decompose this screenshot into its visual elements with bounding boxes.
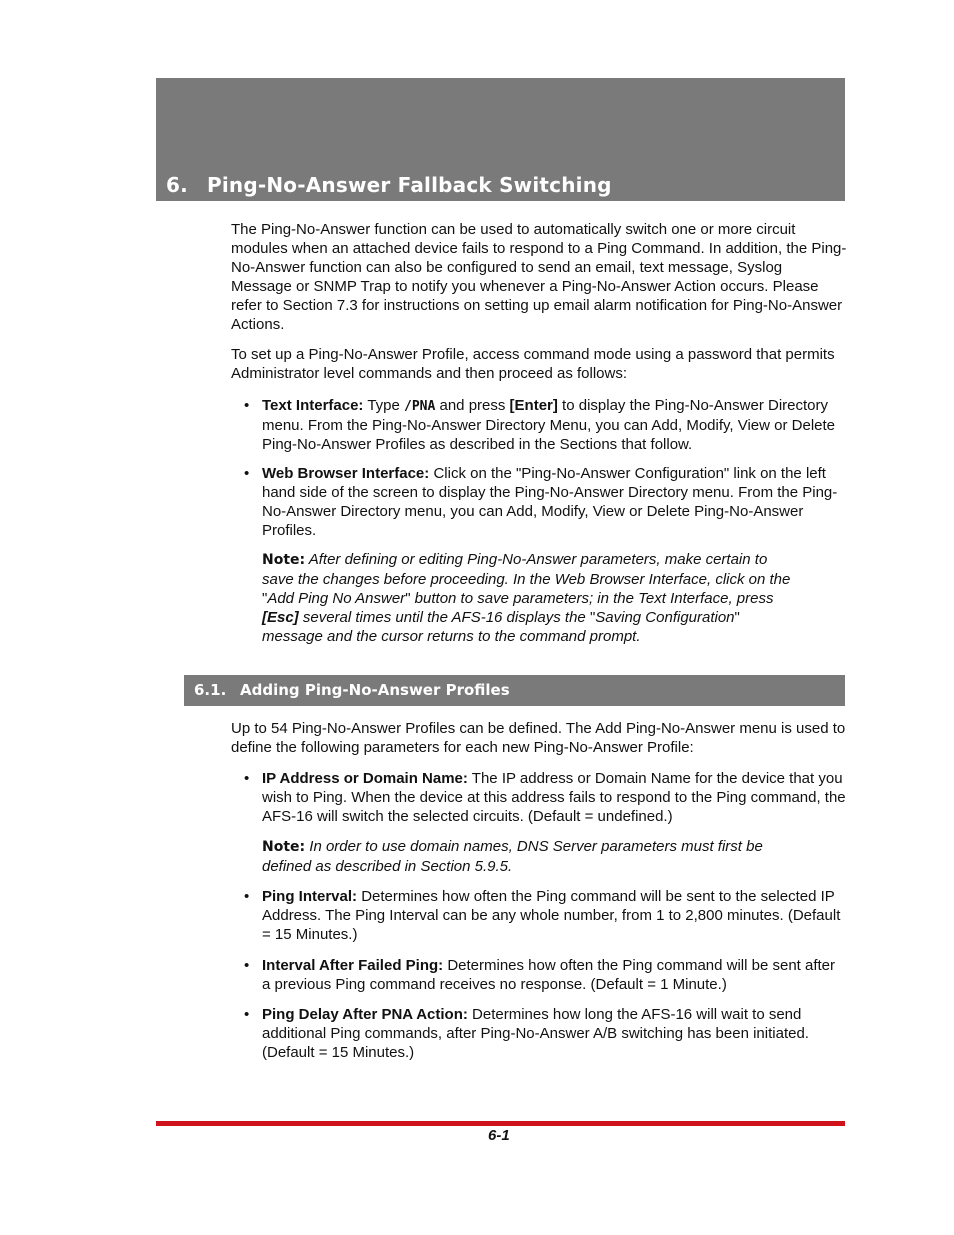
note-domain-names: Note: In order to use domain names, DNS Server parameters must first be defined as described in Section 5.9.5.	[262, 838, 763, 875]
note-label: Note:	[262, 552, 306, 568]
bullet-label: Ping Interval:	[262, 888, 358, 905]
page-number: 6-1	[488, 1127, 510, 1144]
enter-key: [Enter]	[509, 397, 558, 414]
chapter-header	[156, 78, 845, 201]
intro-paragraph-1: The Ping-No-Answer function can be used to automatically switch one or more circuit modules when an attached device fails to respond to a Ping Command. In addition, the Ping-No-Answer function can also be configured to send an email, text message, Syslog Message or SNMP Trap to notify you whenever a Ping-No-Answer Action occurs. Please refer to Section 7.3 for instructions on setting up email alarm notification for Ping-No-Answer Actions.	[231, 221, 847, 333]
section-title	[194, 681, 510, 699]
bullet-marker: •	[244, 465, 250, 482]
note-label: Note:	[262, 839, 306, 855]
bullet-ping-interval: Ping Interval: Determines how often the Ping command will be sent to the selected IP Address. The Ping Interval can be any whole number, from 1 to 2,800 minutes. (Default = 15 Minutes.)	[262, 888, 841, 943]
bullet-label: Interval After Failed Ping:	[262, 957, 444, 974]
chapter-title-text: Ping-No-Answer Fallback Switching	[207, 173, 612, 197]
bullet-marker: •	[244, 888, 250, 905]
section-title-text: Adding Ping-No-Answer Profiles	[240, 681, 510, 699]
bullet-text-interface: Text Interface: Type /PNA and press [Enter] to display the Ping-No-Answer Directory menu. From the Ping-No-Answer Directory Menu, you can Add, Modify, View or Delete Ping-No-Answer Profiles as described in the Sections that follow.	[262, 397, 836, 453]
bullet-label: Ping Delay After PNA Action:	[262, 1006, 468, 1023]
bullet-label: IP Address or Domain Name:	[262, 770, 468, 787]
bullet-label: Web Browser Interface:	[262, 465, 430, 482]
note-save-changes: Note: After defining or editing Ping-No-Answer parameters, make certain to save the changes before proceeding. In the Web Browser Interface, click on the "Add Ping No Answer" button to save parameters; in the Text Interface, press [Esc] several times until the AFS-16 displays the "Saving Configuration" message and the cursor returns to the command prompt.	[262, 551, 791, 645]
chapter-number: 6.	[166, 173, 188, 197]
esc-key: [Esc]	[262, 609, 299, 626]
footer-rule	[156, 1121, 845, 1126]
bullet-marker: •	[244, 1006, 250, 1023]
section-header	[184, 675, 845, 706]
command-pna: /PNA	[404, 399, 436, 414]
intro-paragraph-2: To set up a Ping-No-Answer Profile, access command mode using a password that permits Administrator level commands and then proceed as follows:	[231, 346, 835, 382]
bullet-marker: •	[244, 770, 250, 787]
bullet-ip-address: IP Address or Domain Name: The IP address or Domain Name for the device that you wish to Ping. When the device at this address fails to respond to the Ping command, the AFS-16 will switch the selected circuits. (Default = undefined.)	[262, 770, 846, 825]
bullet-label: Text Interface:	[262, 397, 364, 414]
section-paragraph-1: Up to 54 Ping-No-Answer Profiles can be defined. The Add Ping-No-Answer menu is used to define the following parameters for each new Ping-No-Answer Profile:	[231, 720, 846, 756]
bullet-web-browser-interface: Web Browser Interface: Click on the "Ping-No-Answer Configuration" link on the left hand side of the screen to display the Ping-No-Answer Directory menu. From the Ping-No-Answer Directory menu, you can Add, Modify, View or Delete Ping-No-Answer Profiles.	[262, 465, 838, 539]
section-number: 6.1.	[194, 681, 227, 699]
bullet-interval-after-failed-ping: Interval After Failed Ping: Determines how often the Ping command will be sent after a previous Ping command receives no response. (Default = 1 Minute.)	[262, 957, 836, 993]
chapter-title	[166, 173, 612, 197]
bullet-ping-delay-after-pna-action: Ping Delay After PNA Action: Determines how long the AFS-16 will wait to send additional Ping commands, after Ping-No-Answer A/B switching has been initiated. (Default = 15 Minutes.)	[262, 1006, 809, 1061]
bullet-marker: •	[244, 957, 250, 974]
bullet-marker: •	[244, 397, 250, 414]
